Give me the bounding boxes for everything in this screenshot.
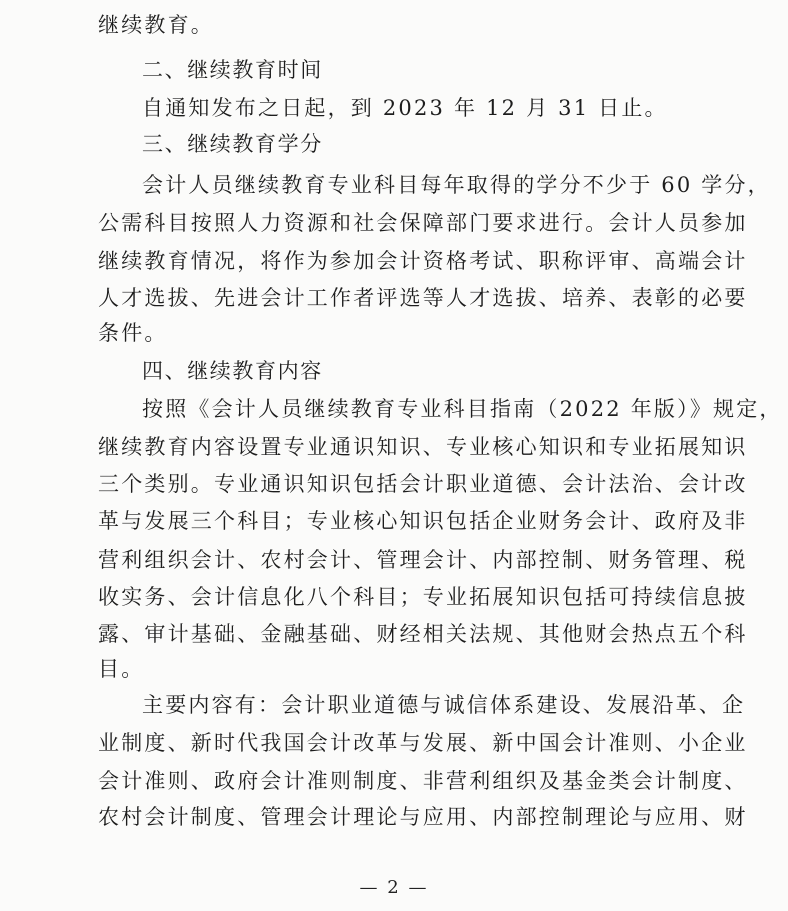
line-19: 主要内容有：会计职业道德与诚信体系建设、发展沿革、企 — [142, 693, 746, 717]
line-3: 自通知发布之日起，到 2023 年 12 月 31 日止。 — [142, 96, 668, 120]
line-13: 三个类别。专业通识知识包括会计职业道德、会计法治、会计改 — [98, 472, 748, 496]
line-1: 继续教育。 — [98, 13, 214, 37]
page-number: — 2 — — [359, 877, 429, 898]
line-11: 按照《会计人员继续教育专业科目指南（2022 年版）》规定， — [142, 397, 783, 421]
line-18: 目。 — [98, 657, 145, 681]
line-22: 农村会计制度、管理会计理论与应用、内部控制理论与应用、财 — [98, 805, 748, 829]
heading-section-3: 三、继续教育学分 — [142, 132, 323, 156]
line-15: 营利组织会计、农村会计、管理会计、内部控制、财务管理、税 — [98, 548, 748, 572]
line-20: 业制度、新时代我国会计改革与发展、新中国会计准则、小企业 — [98, 731, 748, 755]
line-5: 会计人员继续教育专业科目每年取得的学分不少于 60 学分， — [142, 173, 771, 197]
heading-section-2: 二、继续教育时间 — [142, 58, 323, 82]
line-21: 会计准则、政府会计准则制度、非营利组织及基金类会计制度、 — [98, 769, 748, 793]
line-6: 公需科目按照人力资源和社会保障部门要求进行。会计人员参加 — [98, 211, 748, 235]
line-7: 继续教育情况，将作为参加会计资格考试、职称评审、高端会计 — [98, 249, 748, 273]
line-14: 革与发展三个科目；专业核心知识包括企业财务会计、政府及非 — [98, 509, 748, 533]
heading-section-4: 四、继续教育内容 — [142, 359, 323, 383]
line-9: 条件。 — [98, 321, 168, 345]
line-16: 收实务、会计信息化八个科目；专业拓展知识包括可持续信息披 — [98, 585, 748, 609]
line-12: 继续教育内容设置专业通识知识、专业核心知识和专业拓展知识 — [98, 435, 748, 459]
line-17: 露、审计基础、金融基础、财经相关法规、其他财会热点五个科 — [98, 622, 748, 646]
line-8: 人才选拔、先进会计工作者评选等人才选拔、培养、表彰的必要 — [98, 286, 748, 310]
